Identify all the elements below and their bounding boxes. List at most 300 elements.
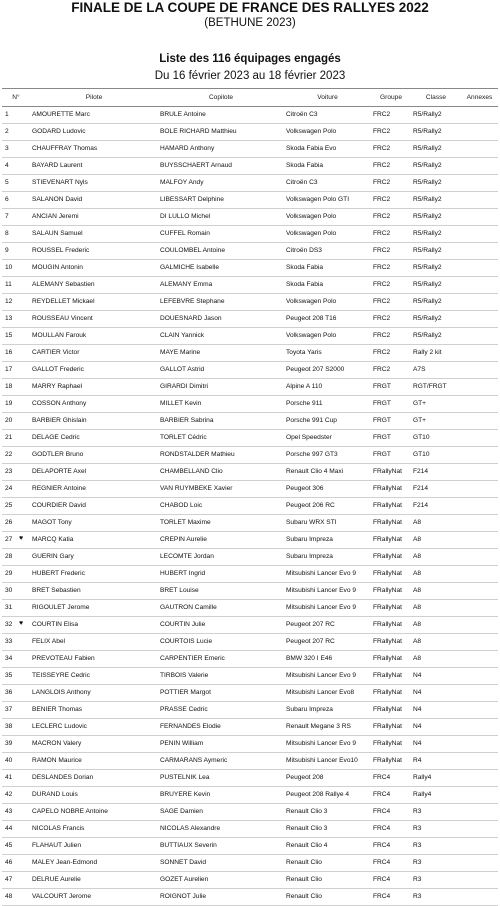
- annexes-cell: [461, 243, 498, 260]
- voiture-cell: Peugeot 208: [284, 770, 371, 787]
- groupe-cell: FRallyNat: [371, 651, 411, 668]
- classe-cell: R4: [411, 753, 461, 770]
- pilote-cell: MALEY Jean-Edmond: [30, 855, 158, 872]
- pilote-cell: CHAUFFRAY Thomas: [30, 141, 158, 158]
- classe-cell: R5/Rally2: [411, 277, 461, 294]
- pilote-cell: RIGOULET Jerome: [30, 600, 158, 617]
- copilote-cell: PENIN William: [158, 736, 284, 753]
- copilote-cell: POTTIER Margot: [158, 685, 284, 702]
- table-row: [2, 889, 498, 906]
- entry-number: [2, 872, 30, 889]
- classe-cell: GT10: [411, 430, 461, 447]
- entry-number-text: 27: [5, 536, 13, 543]
- voiture-cell: Subaru Impreza: [284, 532, 371, 549]
- table-row: [2, 617, 498, 634]
- copilote-cell: MILLET Kevin: [158, 396, 284, 413]
- groupe-cell: FRC2: [371, 124, 411, 141]
- entry-number-text: 15: [5, 332, 13, 339]
- classe-cell: R5/Rally2: [411, 124, 461, 141]
- annexes-cell: [461, 175, 498, 192]
- groupe-cell: FRGT: [371, 447, 411, 464]
- entry-number-text: 46: [5, 859, 13, 866]
- copilote-cell: DI LULLO Michel: [158, 209, 284, 226]
- annexes-cell: [461, 685, 498, 702]
- annexes-cell: [461, 838, 498, 855]
- copilote-cell: ROIGNOT Julie: [158, 889, 284, 906]
- voiture-cell: Skoda Fabia: [284, 158, 371, 175]
- entry-number: [2, 498, 30, 515]
- annexes-cell: [461, 549, 498, 566]
- voiture-cell: Renault Clio: [284, 889, 371, 906]
- pilote-cell: MOUGIN Antonin: [30, 260, 158, 277]
- classe-cell: A8: [411, 583, 461, 600]
- annexes-cell: [461, 294, 498, 311]
- entry-number: [2, 668, 30, 685]
- annexes-cell: [461, 107, 498, 124]
- groupe-cell: FRC2: [371, 175, 411, 192]
- copilote-cell: BRUYERE Kevin: [158, 787, 284, 804]
- voiture-cell: Subaru WRX STI: [284, 515, 371, 532]
- column-header-pilote: Pilote: [30, 89, 158, 107]
- pilote-cell: MARRY Raphael: [30, 379, 158, 396]
- entry-number: [2, 464, 30, 481]
- entry-number: [2, 124, 30, 141]
- voiture-cell: Subaru Impreza: [284, 702, 371, 719]
- groupe-cell: FRallyNat: [371, 753, 411, 770]
- table-row: [2, 464, 498, 481]
- pilote-cell: MACRON Valery: [30, 736, 158, 753]
- groupe-cell: FRallyNat: [371, 685, 411, 702]
- pilote-cell: COSSON Anthony: [30, 396, 158, 413]
- classe-cell: Rally4: [411, 787, 461, 804]
- voiture-cell: Renault Clio 4: [284, 838, 371, 855]
- pilote-cell: DURAND Louis: [30, 787, 158, 804]
- groupe-cell: FRC2: [371, 107, 411, 124]
- copilote-cell: BARBIER Sabrina: [158, 413, 284, 430]
- table-row: [2, 430, 498, 447]
- pilote-cell: GODTLER Bruno: [30, 447, 158, 464]
- pilote-cell: SALANON David: [30, 192, 158, 209]
- voiture-cell: Alpine A 110: [284, 379, 371, 396]
- table-row: [2, 719, 498, 736]
- entry-number-text: 8: [5, 230, 9, 237]
- table-row: [2, 107, 498, 124]
- voiture-cell: Toyota Yaris: [284, 345, 371, 362]
- table-row: [2, 549, 498, 566]
- table-header-row: [2, 89, 498, 107]
- voiture-cell: BMW 320 I E46: [284, 651, 371, 668]
- copilote-cell: BUYSSCHAERT Arnaud: [158, 158, 284, 175]
- pilote-cell: SALAUN Samuel: [30, 226, 158, 243]
- voiture-cell: Skoda Fabia: [284, 260, 371, 277]
- table-row: [2, 481, 498, 498]
- voiture-cell: Volkswagen Polo: [284, 209, 371, 226]
- pilote-cell: VALCOURT Jerome: [30, 889, 158, 906]
- copilote-cell: CHAMBELLAND Clio: [158, 464, 284, 481]
- classe-cell: N4: [411, 685, 461, 702]
- table-row: [2, 532, 498, 549]
- entry-number: [2, 770, 30, 787]
- groupe-cell: FRC2: [371, 192, 411, 209]
- annexes-cell: [461, 209, 498, 226]
- list-title: Liste des 116 équipages engagés: [159, 53, 341, 65]
- voiture-cell: Renault Clio: [284, 872, 371, 889]
- column-header-groupe: Groupe: [371, 89, 411, 107]
- entry-number: [2, 787, 30, 804]
- copilote-cell: TORLET Cédric: [158, 430, 284, 447]
- entry-number-text: 19: [5, 400, 13, 407]
- annexes-cell: [461, 396, 498, 413]
- copilote-cell: CUFFEL Romain: [158, 226, 284, 243]
- entry-number-text: 1: [5, 111, 9, 118]
- annexes-cell: [461, 141, 498, 158]
- table-row: [2, 685, 498, 702]
- copilote-cell: LECOMTE Jordan: [158, 549, 284, 566]
- table-row: [2, 158, 498, 175]
- column-header-annexes: Annexes: [461, 89, 498, 107]
- entry-number-text: 11: [5, 281, 12, 288]
- copilote-cell: SONNET David: [158, 855, 284, 872]
- entry-number-text: 17: [5, 366, 13, 373]
- entry-number-text: 22: [5, 451, 13, 458]
- voiture-cell: Mitsubishi Lancer Evo 9: [284, 583, 371, 600]
- column-header-copilote: Copilote: [158, 89, 284, 107]
- groupe-cell: FRallyNat: [371, 515, 411, 532]
- entry-number-text: 5: [5, 179, 9, 186]
- pilote-cell: FLAHAUT Julien: [30, 838, 158, 855]
- classe-cell: R5/Rally2: [411, 311, 461, 328]
- copilote-cell: HUBERT Ingrid: [158, 566, 284, 583]
- groupe-cell: FRC2: [371, 294, 411, 311]
- document-subtitle: (BETHUNE 2023): [204, 17, 296, 29]
- entry-number-text: 33: [5, 638, 13, 645]
- table-row: [2, 141, 498, 158]
- entry-number: [2, 277, 30, 294]
- voiture-cell: Renault Clio 4 Maxi: [284, 464, 371, 481]
- voiture-cell: Peugeot 208 T16: [284, 311, 371, 328]
- entry-number-text: 16: [5, 349, 13, 356]
- entry-number: [2, 515, 30, 532]
- groupe-cell: FRGT: [371, 379, 411, 396]
- pilote-cell: DELAGE Cedric: [30, 430, 158, 447]
- annexes-cell: [461, 498, 498, 515]
- table-row: [2, 804, 498, 821]
- document-title: FINALE DE LA COUPE DE FRANCE DES RALLYES 2022: [71, 0, 429, 15]
- voiture-cell: Citroën C3: [284, 107, 371, 124]
- table-row: [2, 821, 498, 838]
- entry-number-text: 44: [5, 825, 13, 832]
- voiture-cell: Peugeot 207 S2000: [284, 362, 371, 379]
- table-row: [2, 498, 498, 515]
- entry-number-text: 36: [5, 689, 13, 696]
- voiture-cell: Renault Clio 3: [284, 821, 371, 838]
- classe-cell: GT+: [411, 396, 461, 413]
- classe-cell: R5/Rally2: [411, 226, 461, 243]
- entry-number-text: 23: [5, 468, 13, 475]
- voiture-cell: Opel Speedster: [284, 430, 371, 447]
- voiture-cell: Mitsubishi Lancer Evo 9: [284, 600, 371, 617]
- groupe-cell: FRC2: [371, 158, 411, 175]
- groupe-cell: FRC2: [371, 243, 411, 260]
- copilote-cell: CARMARANS Aymeric: [158, 753, 284, 770]
- entry-number: [2, 889, 30, 906]
- annexes-cell: [461, 617, 498, 634]
- voiture-cell: Citroën DS3: [284, 243, 371, 260]
- classe-cell: R5/Rally2: [411, 260, 461, 277]
- entry-number: [2, 855, 30, 872]
- groupe-cell: FRallyNat: [371, 736, 411, 753]
- voiture-cell: Renault Megane 3 RS: [284, 719, 371, 736]
- table-row: [2, 260, 498, 277]
- annexes-cell: [461, 736, 498, 753]
- pilote-cell: COURDIER David: [30, 498, 158, 515]
- classe-cell: RGT/FRGT: [411, 379, 461, 396]
- classe-cell: A7S: [411, 362, 461, 379]
- groupe-cell: FRC2: [371, 226, 411, 243]
- classe-cell: A8: [411, 566, 461, 583]
- entry-number: [2, 141, 30, 158]
- pilote-cell: BENIER Thomas: [30, 702, 158, 719]
- pilote-cell: STIEVENART Nyls: [30, 175, 158, 192]
- copilote-cell: ALEMANY Emma: [158, 277, 284, 294]
- entry-number-text: 20: [5, 417, 13, 424]
- table-row: [2, 634, 498, 651]
- entry-number-text: 41: [5, 774, 13, 781]
- voiture-cell: Mitsubishi Lancer Evo 9: [284, 668, 371, 685]
- table-row: [2, 345, 498, 362]
- entry-number-text: 34: [5, 655, 13, 662]
- voiture-cell: Mitsubishi Lancer Evo8: [284, 685, 371, 702]
- entry-number-text: 29: [5, 570, 13, 577]
- groupe-cell: FRallyNat: [371, 566, 411, 583]
- entry-number-text: 13: [5, 315, 13, 322]
- pilote-cell: CAPELO NOBRE Antoine: [30, 804, 158, 821]
- entry-number: [2, 481, 30, 498]
- pilote-cell: CARTIER Victor: [30, 345, 158, 362]
- annexes-cell: [461, 753, 498, 770]
- groupe-cell: FRGT: [371, 430, 411, 447]
- classe-cell: F214: [411, 498, 461, 515]
- groupe-cell: FRC2: [371, 260, 411, 277]
- annexes-cell: [461, 583, 498, 600]
- table-row: [2, 668, 498, 685]
- table-row: [2, 243, 498, 260]
- classe-cell: R5/Rally2: [411, 243, 461, 260]
- annexes-cell: [461, 311, 498, 328]
- copilote-cell: HAMARD Anthony: [158, 141, 284, 158]
- classe-cell: GT10: [411, 447, 461, 464]
- table-row: [2, 651, 498, 668]
- entry-number: [2, 430, 30, 447]
- pilote-cell: MARCQ Katia: [30, 532, 158, 549]
- annexes-cell: [461, 787, 498, 804]
- groupe-cell: FRallyNat: [371, 617, 411, 634]
- annexes-cell: [461, 481, 498, 498]
- copilote-cell: CLAIN Yannick: [158, 328, 284, 345]
- entry-number-text: 21: [5, 434, 13, 441]
- annexes-cell: [461, 515, 498, 532]
- groupe-cell: FRGT: [371, 413, 411, 430]
- groupe-cell: FRallyNat: [371, 600, 411, 617]
- groupe-cell: FRC2: [371, 362, 411, 379]
- table-row: [2, 787, 498, 804]
- annexes-cell: [461, 668, 498, 685]
- pilote-cell: GUERIN Gary: [30, 549, 158, 566]
- groupe-cell: FRC2: [371, 277, 411, 294]
- groupe-cell: FRC4: [371, 872, 411, 889]
- classe-cell: R5/Rally2: [411, 328, 461, 345]
- pilote-cell: NICOLAS Francis: [30, 821, 158, 838]
- classe-cell: N4: [411, 736, 461, 753]
- annexes-cell: [461, 651, 498, 668]
- annexes-cell: [461, 379, 498, 396]
- groupe-cell: FRallyNat: [371, 481, 411, 498]
- annexes-cell: [461, 277, 498, 294]
- pilote-cell: MOULLAN Farouk: [30, 328, 158, 345]
- groupe-cell: FRallyNat: [371, 464, 411, 481]
- copilote-cell: LIBESSART Delphine: [158, 192, 284, 209]
- classe-cell: A8: [411, 617, 461, 634]
- date-range: Du 16 février 2023 au 18 février 2023: [154, 70, 346, 82]
- entry-number-text: 26: [5, 519, 13, 526]
- groupe-cell: FRallyNat: [371, 583, 411, 600]
- groupe-cell: FRC4: [371, 855, 411, 872]
- voiture-cell: Volkswagen Polo: [284, 226, 371, 243]
- table-row: [2, 753, 498, 770]
- classe-cell: R5/Rally2: [411, 192, 461, 209]
- pilote-cell: BARBIER Ghislain: [30, 413, 158, 430]
- annexes-cell: [461, 413, 498, 430]
- classe-cell: R5/Rally2: [411, 209, 461, 226]
- annexes-cell: [461, 226, 498, 243]
- classe-cell: N4: [411, 719, 461, 736]
- groupe-cell: FRC4: [371, 770, 411, 787]
- entry-number: [2, 804, 30, 821]
- copilote-cell: GALLOT Astrid: [158, 362, 284, 379]
- copilote-cell: GOZET Aurelien: [158, 872, 284, 889]
- copilote-cell: RONDSTALDER Mathieu: [158, 447, 284, 464]
- table-row: [2, 209, 498, 226]
- entry-number-text: 24: [5, 485, 13, 492]
- groupe-cell: FRC4: [371, 821, 411, 838]
- entry-number: [2, 532, 30, 549]
- table-row: [2, 328, 498, 345]
- entry-number: [2, 243, 30, 260]
- voiture-cell: Mitsubishi Lancer Evo 9: [284, 736, 371, 753]
- entry-number: [2, 566, 30, 583]
- copilote-cell: TORLET Maxime: [158, 515, 284, 532]
- copilote-cell: GAUTRON Camille: [158, 600, 284, 617]
- pilote-cell: LECLERC Ludovic: [30, 719, 158, 736]
- groupe-cell: FRallyNat: [371, 634, 411, 651]
- entry-number-text: 31: [5, 604, 13, 611]
- voiture-cell: Mitsubishi Lancer Evo10: [284, 753, 371, 770]
- entry-number-text: 42: [5, 791, 13, 798]
- annexes-cell: [461, 260, 498, 277]
- annexes-cell: [461, 158, 498, 175]
- entry-number-text: 38: [5, 723, 13, 730]
- classe-cell: N4: [411, 702, 461, 719]
- annexes-cell: [461, 566, 498, 583]
- copilote-cell: CARPENTIER Emeric: [158, 651, 284, 668]
- classe-cell: R3: [411, 889, 461, 906]
- entry-number: [2, 838, 30, 855]
- groupe-cell: FRC4: [371, 787, 411, 804]
- pilote-cell: MAGOT Tony: [30, 515, 158, 532]
- entry-number: [2, 328, 30, 345]
- classe-cell: GT+: [411, 413, 461, 430]
- entry-number: [2, 413, 30, 430]
- annexes-cell: [461, 124, 498, 141]
- entry-number: [2, 311, 30, 328]
- entry-number: [2, 719, 30, 736]
- voiture-cell: Peugeot 306: [284, 481, 371, 498]
- copilote-cell: NICOLAS Alexandre: [158, 821, 284, 838]
- table-row: [2, 396, 498, 413]
- copilote-cell: BRULE Antoine: [158, 107, 284, 124]
- groupe-cell: FRallyNat: [371, 498, 411, 515]
- annexes-cell: [461, 192, 498, 209]
- annexes-cell: [461, 855, 498, 872]
- entry-number: [2, 158, 30, 175]
- voiture-cell: Volkswagen Polo: [284, 328, 371, 345]
- entry-number: [2, 226, 30, 243]
- entry-number: [2, 447, 30, 464]
- copilote-cell: COULOMBEL Antoine: [158, 243, 284, 260]
- copilote-cell: BRET Louise: [158, 583, 284, 600]
- entry-number: [2, 379, 30, 396]
- table-row: [2, 226, 498, 243]
- column-header-classe: Classe: [411, 89, 461, 107]
- table-row: [2, 124, 498, 141]
- annexes-cell: [461, 889, 498, 906]
- classe-cell: R5/Rally2: [411, 107, 461, 124]
- copilote-cell: MALFOY Andy: [158, 175, 284, 192]
- entry-number-text: 2: [5, 128, 9, 135]
- entry-number-text: 47: [5, 876, 13, 883]
- entry-number-text: 32: [5, 621, 13, 628]
- pilote-cell: REYDELLET Mickael: [30, 294, 158, 311]
- classe-cell: A8: [411, 651, 461, 668]
- annexes-cell: [461, 532, 498, 549]
- voiture-cell: Porsche 997 GT3: [284, 447, 371, 464]
- annexes-cell: [461, 447, 498, 464]
- entries-table: [2, 88, 498, 906]
- groupe-cell: FRGT: [371, 396, 411, 413]
- annexes-cell: [461, 362, 498, 379]
- table-row: [2, 702, 498, 719]
- classe-cell: A8: [411, 515, 461, 532]
- classe-cell: N4: [411, 668, 461, 685]
- copilote-cell: VAN RUYMBEKE Xavier: [158, 481, 284, 498]
- entry-number: [2, 634, 30, 651]
- table-row: [2, 872, 498, 889]
- groupe-cell: FRC2: [371, 345, 411, 362]
- table-row: [2, 277, 498, 294]
- entry-number: [2, 600, 30, 617]
- pilote-cell: ANCIAN Jeremi: [30, 209, 158, 226]
- table-row: [2, 855, 498, 872]
- entry-number-text: 28: [5, 553, 13, 560]
- voiture-cell: Volkswagen Polo GTI: [284, 192, 371, 209]
- voiture-cell: Volkswagen Polo: [284, 294, 371, 311]
- classe-cell: R3: [411, 872, 461, 889]
- pilote-cell: GALLOT Frederic: [30, 362, 158, 379]
- voiture-cell: Porsche 911: [284, 396, 371, 413]
- classe-cell: F214: [411, 464, 461, 481]
- entry-number-text: 3: [5, 145, 9, 152]
- table-row: [2, 600, 498, 617]
